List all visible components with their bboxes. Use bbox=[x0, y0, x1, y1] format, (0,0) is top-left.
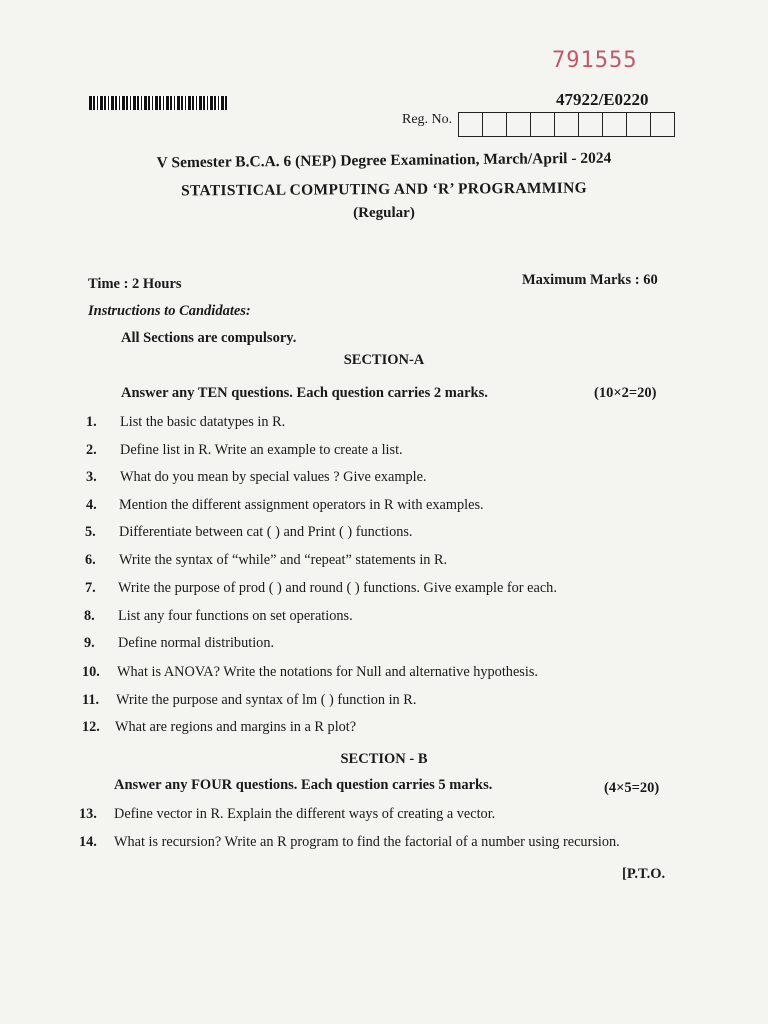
question-number: 11. bbox=[82, 692, 100, 708]
exam-type: (Regular) bbox=[353, 205, 415, 221]
section-b-heading: SECTION - B bbox=[340, 751, 428, 767]
reg-no-box bbox=[555, 113, 579, 136]
paper-code: 47922/E0220 bbox=[556, 90, 649, 109]
section-b-instruction: Answer any FOUR questions. Each question carries 5 marks. bbox=[114, 777, 493, 793]
question-text: Write the purpose of prod ( ) and round ( ) functions. Give example for each. bbox=[118, 580, 557, 596]
question-text: Write the purpose and syntax of lm ( ) function in R. bbox=[116, 692, 417, 708]
question-number: 3. bbox=[86, 469, 97, 485]
subject-title: STATISTICAL COMPUTING AND ‘R’ PROGRAMMING bbox=[181, 179, 587, 200]
barcode bbox=[89, 96, 227, 110]
question-text: List the basic datatypes in R. bbox=[120, 414, 286, 430]
question-text: Define vector in R. Explain the different ways of creating a vector. bbox=[114, 806, 496, 822]
reg-no-box bbox=[531, 113, 555, 136]
question-number: 12. bbox=[82, 719, 100, 735]
question-number: 13. bbox=[79, 806, 97, 822]
question-number: 7. bbox=[85, 580, 96, 596]
section-b-marks: (4×5=20) bbox=[604, 780, 660, 796]
question-text: Differentiate between cat ( ) and Print ( ) functions. bbox=[119, 524, 413, 540]
reg-no-boxes bbox=[458, 112, 675, 137]
question-text: Define list in R. Write an example to create a list. bbox=[120, 442, 403, 458]
section-a-marks: (10×2=20) bbox=[594, 385, 657, 401]
question-text: Mention the different assignment operators in R with examples. bbox=[119, 497, 484, 513]
question-number: 9. bbox=[84, 635, 95, 651]
question-text: Write the syntax of “while” and “repeat” statements in R. bbox=[119, 552, 448, 568]
pto-note: [P.T.O. bbox=[622, 866, 666, 882]
reg-no-box bbox=[627, 113, 651, 136]
question-text: Define normal distribution. bbox=[118, 635, 275, 651]
question-text: What is recursion? Write an R program to find the factorial of a number using recursion. bbox=[114, 834, 620, 850]
reg-no-box bbox=[603, 113, 627, 136]
instructions-label: Instructions to Candidates: bbox=[88, 303, 251, 319]
time-duration: Time : 2 Hours bbox=[88, 276, 182, 292]
reg-no-box bbox=[459, 113, 483, 136]
question-number: 8. bbox=[84, 608, 95, 624]
question-text: List any four functions on set operations. bbox=[118, 608, 353, 624]
instructions-text: All Sections are compulsory. bbox=[121, 330, 297, 346]
question-number: 14. bbox=[79, 834, 97, 850]
maximum-marks: Maximum Marks : 60 bbox=[522, 272, 658, 288]
exam-title: V Semester B.C.A. 6 (NEP) Degree Examination, March/April - 2024 bbox=[156, 149, 612, 172]
question-text: What do you mean by special values ? Give example. bbox=[120, 469, 427, 485]
question-number: 1. bbox=[86, 414, 97, 430]
question-number: 5. bbox=[85, 524, 96, 540]
question-number: 4. bbox=[86, 497, 97, 513]
reg-no-box bbox=[483, 113, 507, 136]
reg-no-box bbox=[507, 113, 531, 136]
serial-number: 791555 bbox=[552, 48, 638, 73]
reg-no-box bbox=[651, 113, 674, 136]
reg-no-label: Reg. No. bbox=[402, 112, 453, 127]
question-number: 10. bbox=[82, 664, 100, 680]
question-number: 6. bbox=[85, 552, 96, 568]
section-a-instruction: Answer any TEN questions. Each question carries 2 marks. bbox=[121, 385, 488, 401]
section-a-heading: SECTION-A bbox=[343, 352, 425, 368]
question-text: What are regions and margins in a R plot? bbox=[115, 719, 357, 735]
reg-no-box bbox=[579, 113, 603, 136]
question-text: What is ANOVA? Write the notations for Null and alternative hypothesis. bbox=[117, 664, 538, 680]
question-number: 2. bbox=[86, 442, 97, 458]
